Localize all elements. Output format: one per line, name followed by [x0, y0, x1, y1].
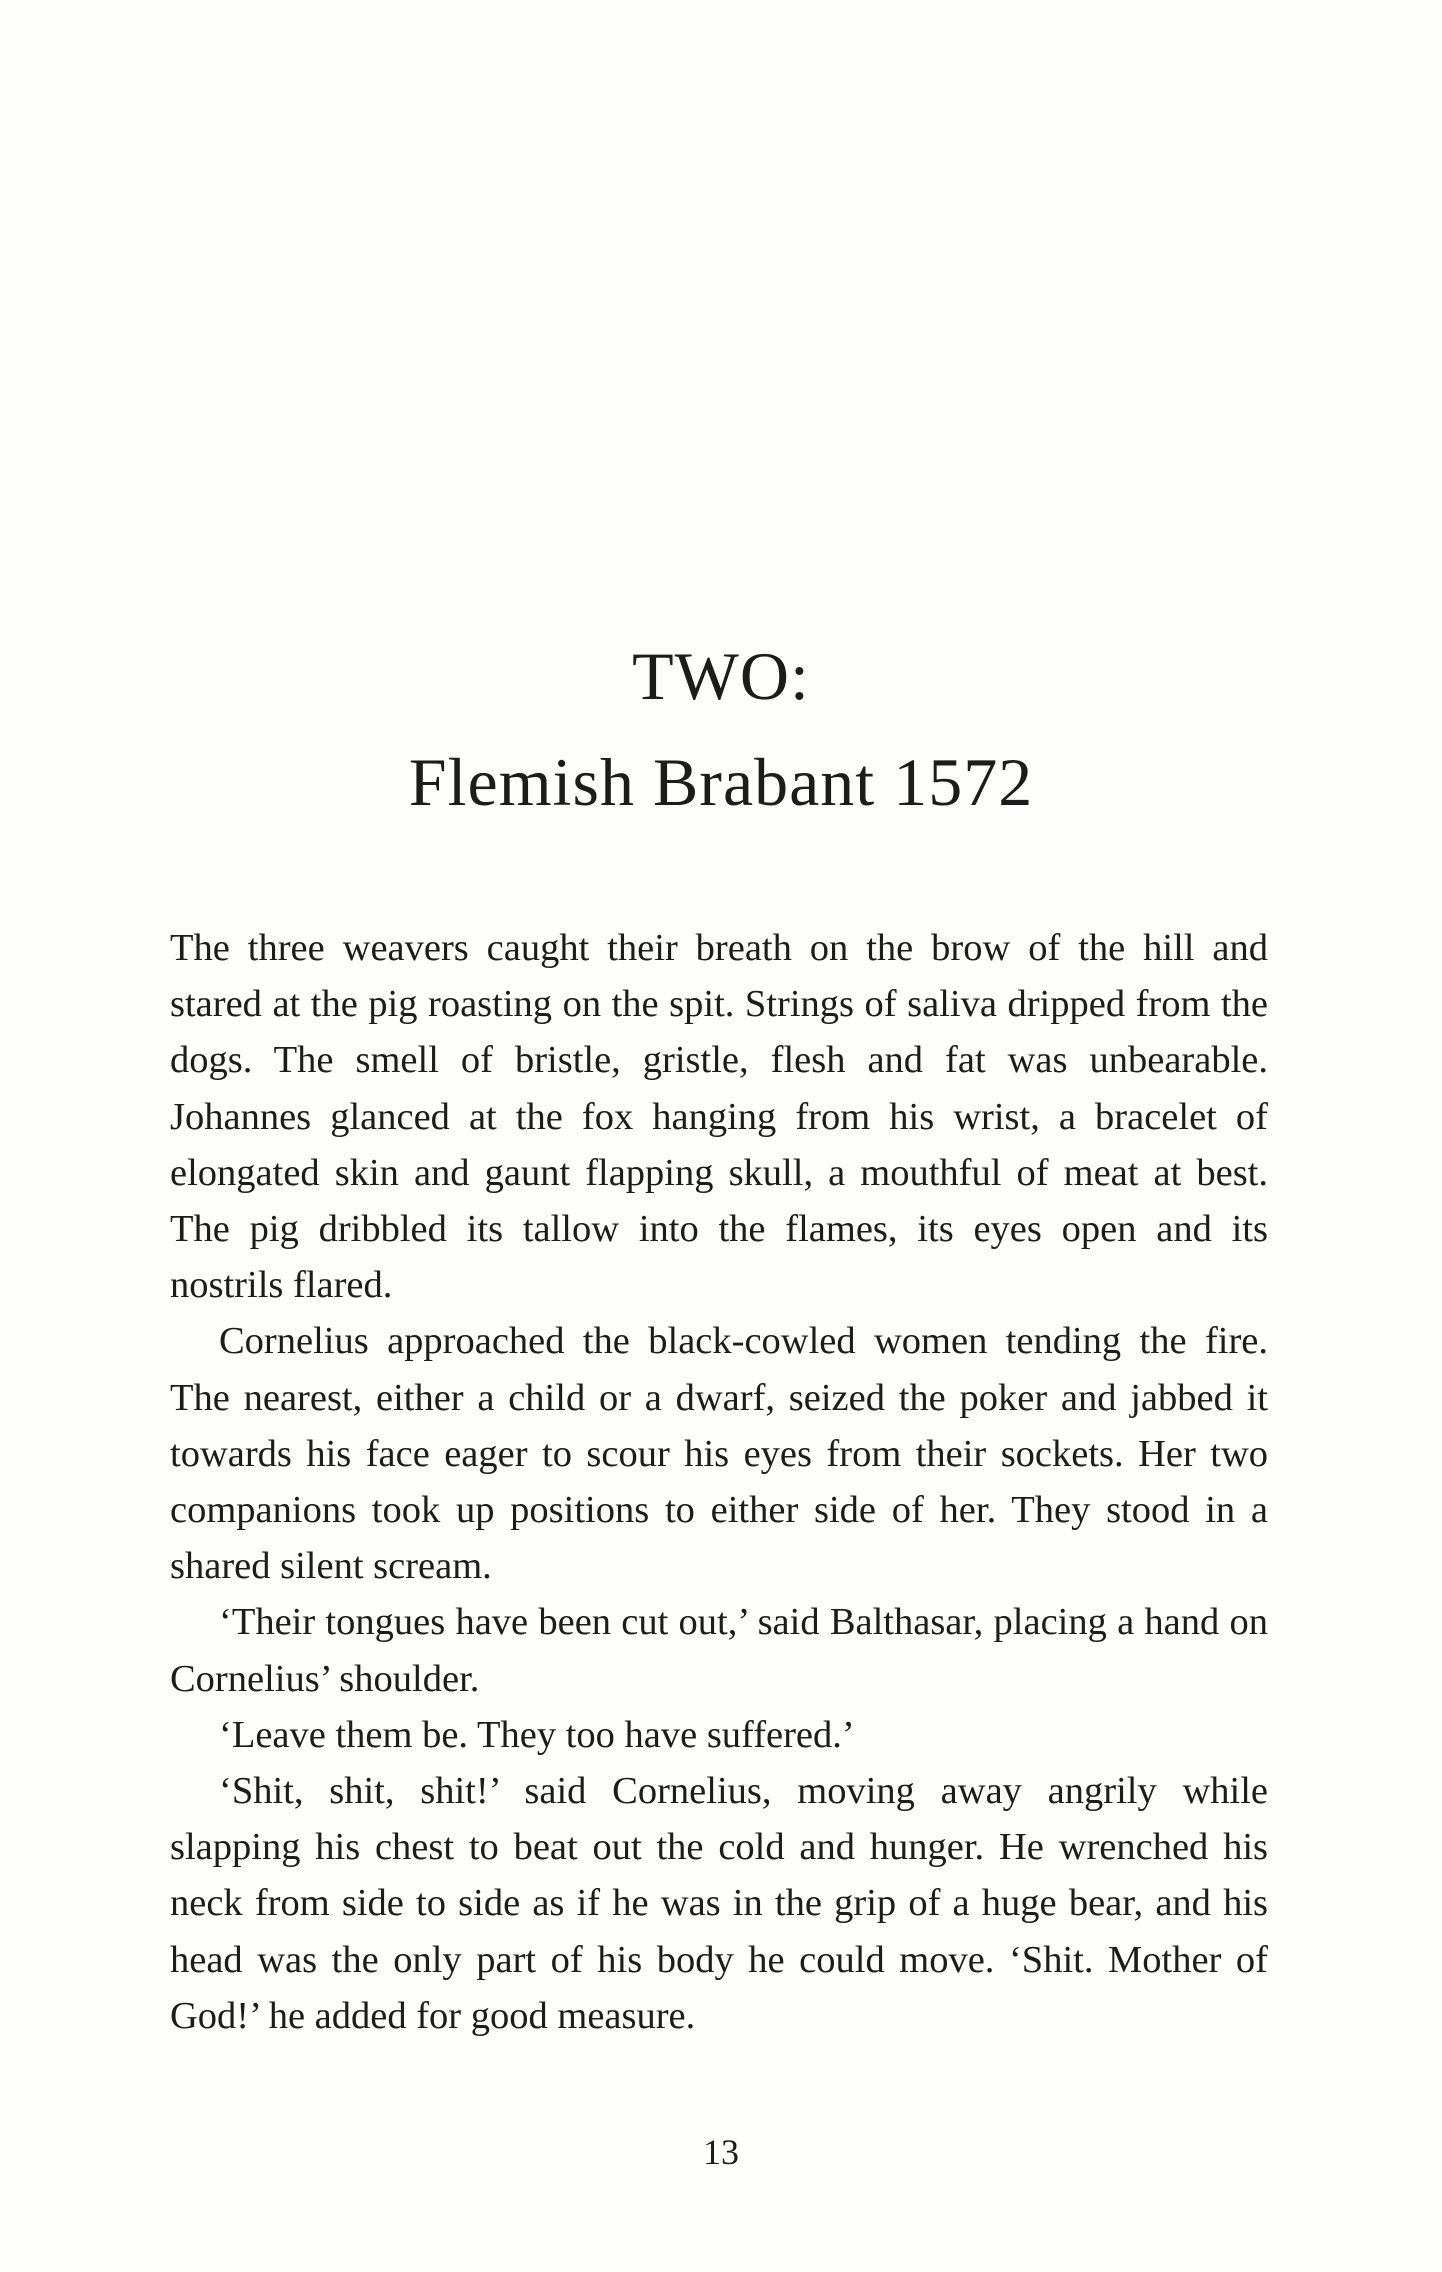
chapter-title: Flemish Brabant 1572	[408, 744, 1034, 820]
page-number: 13	[703, 2132, 739, 2172]
paragraph: Cornelius approached the black-cowled women tending the fire. The nearest, either a child or a dwarf, seized the poker and jabbed it towards his face eager to scour his eyes from their sockets. Her two companions took up positions to either side of her. They stood in a shared silent scream.	[170, 1320, 1268, 1588]
paragraph: ‘Shit, shit, shit!’ said Cornelius, moving away angrily while slapping his chest to beat out the cold and hunger. He wrenched his neck from side to side as if he was in the grip of a huge bear, and his head was the only part of his body he could move. ‘Shit. Mother of God!’ he added for good measure.	[170, 1770, 1268, 2037]
chapter-body	[170, 920, 1268, 2044]
paragraph: ‘Their tongues have been cut out,’ said Balthasar, placing a hand on Cornelius’ shoulder.	[170, 1601, 1268, 1700]
chapter-number: TWO:	[632, 638, 810, 714]
paragraph: The three weavers caught their breath on the brow of the hill and stared at the pig roasting on the spit. Strings of saliva dripped from the dogs. The smell of bristle, gristle, flesh and fat was unbearable. Johannes glanced at the fox hanging from his wrist, a bracelet of elongated skin and gaunt flapping skull, a mouthful of meat at best. The pig dribbled its tallow into the flames, its eyes open and its nostrils flared.	[170, 927, 1268, 1307]
paragraph: ‘Leave them be. They too have suffered.’	[219, 1713, 855, 1756]
